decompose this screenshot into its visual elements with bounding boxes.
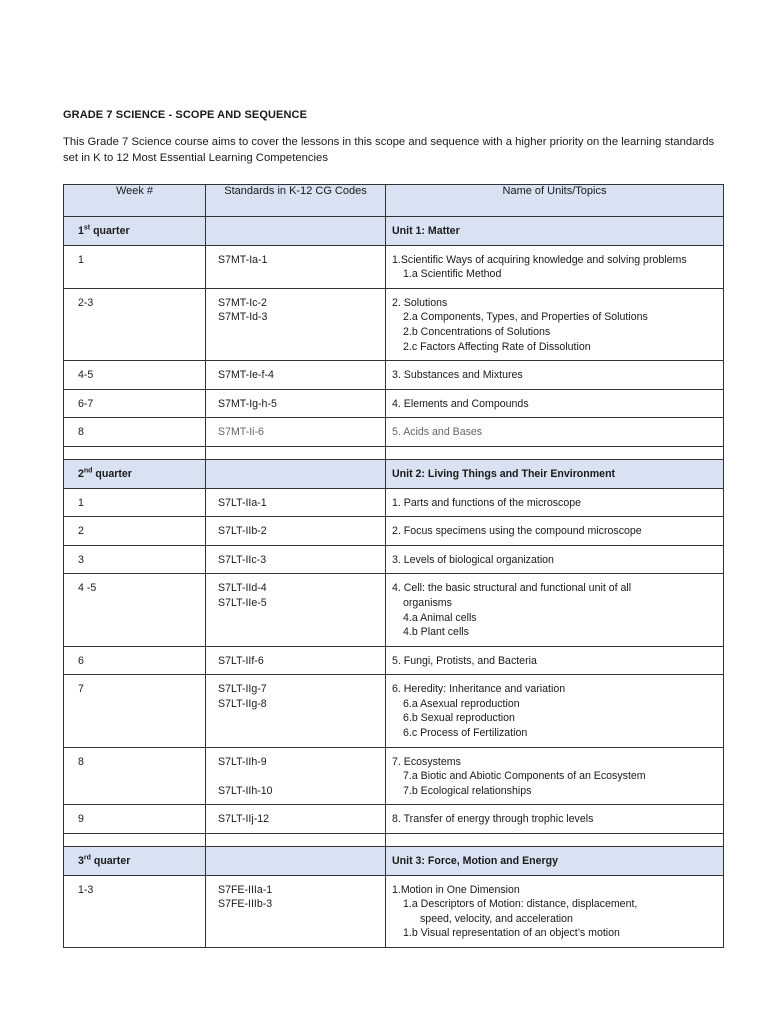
intro-paragraph: This Grade 7 Science course aims to cover the lessons in this scope and sequence with a higher priority on the learning standards set in K to 12 Most Essential Learning Competencies (63, 136, 715, 164)
quarter-label: 1st quarter (78, 224, 130, 237)
unit-title: Unit 2: Living Things and Their Environment (392, 467, 616, 480)
quarter-label: 2nd quarter (78, 467, 132, 480)
table-row: 8 S7LT-IIh-9 S7LT-IIh-10 7. Ecosystems 7.a Biotic and Abiotic Components of an Ecosystem 7.b Ecological relationships (64, 747, 724, 805)
table-row: 4 -5 S7LT-IId-4 S7LT-IIe-5 4. Cell: the basic structural and functional unit of all organisms 4.a Animal cells 4.b Plant cells (64, 574, 724, 646)
table-row: 6 S7LT-IIf-6 5. Fungi, Protists, and Bacteria (64, 646, 724, 675)
header-topics: Name of Units/Topics (386, 185, 724, 217)
quarter-row-1 (64, 217, 724, 246)
unit-title: Unit 3: Force, Motion and Energy (392, 855, 558, 868)
table-row: 4-5 S7MT-Ie-f-4 3. Substances and Mixtures (64, 361, 724, 390)
table-row: 3 S7LT-IIc-3 3. Levels of biological organization (64, 545, 724, 574)
table-row: 6-7 S7MT-Ig-h-5 4. Elements and Compounds (64, 389, 724, 418)
quarter-row-3 (64, 847, 724, 876)
table-row: 7 S7LT-IIg-7 S7LT-IIg-8 6. Heredity: Inheritance and variation 6.a Asexual reproduction 6.b Sexual reproduction 6.c Process of Fertilization (64, 675, 724, 747)
header-week: Week # (64, 185, 206, 217)
table-row: 8 S7MT-Ii-6 5. Acids and Bases (64, 418, 724, 447)
spacer-row (64, 446, 724, 459)
header-codes: Standards in K-12 CG Codes (206, 185, 386, 217)
table-row: 1-3 S7FE-IIIa-1 S7FE-IIIb-3 1.Motion in One Dimension 1.a Descriptors of Motion: distance, displacement, speed, velocity, and acceleration 1.b Visual representation of an object’s motion (64, 875, 724, 947)
table-row: 1 S7LT-IIa-1 1. Parts and functions of the microscope (64, 488, 724, 517)
table-header-row (64, 185, 724, 217)
page-title: GRADE 7 SCIENCE - SCOPE AND SEQUENCE (63, 109, 308, 121)
spacer-row (64, 834, 724, 847)
quarter-label: 3rd quarter (78, 854, 131, 868)
table-row: 2-3 S7MT-Ic-2 S7MT-Id-3 2. Solutions 2.a Components, Types, and Properties of Solutions 2.b Concentrations of Solutions 2.c Factors Affecting Rate of Dissolution (64, 288, 724, 360)
scope-sequence-table (63, 184, 724, 948)
unit-title: Unit 1: Matter (392, 225, 460, 237)
table-row: 9 S7LT-IIj-12 8. Transfer of energy through trophic levels (64, 805, 724, 834)
table-row: 2 S7LT-IIb-2 2. Focus specimens using the compound microscope (64, 517, 724, 546)
table-row: 1 S7MT-Ia-1 1.Scientific Ways of acquiring knowledge and solving problems 1.a Scientific Method (64, 245, 724, 288)
quarter-row-2 (64, 459, 724, 488)
